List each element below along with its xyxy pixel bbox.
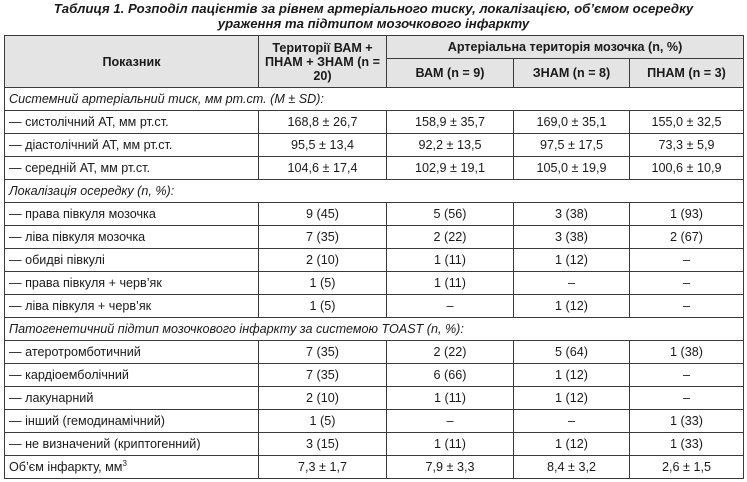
cell-znam: 105,0 ± 19,9 <box>514 157 630 180</box>
cell-total: 1 (5) <box>259 410 387 433</box>
row-label: — лакунарний <box>5 387 259 410</box>
cell-pnam: 155,0 ± 32,5 <box>630 111 744 134</box>
cell-vam: 92,2 ± 13,5 <box>387 134 514 157</box>
cell-pnam: – <box>630 272 744 295</box>
cell-total: 168,8 ± 26,7 <box>259 111 387 134</box>
table-row <box>5 111 744 134</box>
section-title: Патогенетичний підтип мозочкового інфаркту за системою TOAST (n, %): <box>5 318 744 341</box>
table-row <box>5 410 744 433</box>
table-caption <box>0 0 747 33</box>
cell-pnam: 73,3 ± 5,9 <box>630 134 744 157</box>
cell-total: 95,5 ± 13,4 <box>259 134 387 157</box>
cell-total: 3 (15) <box>259 433 387 456</box>
caption-line-1: Таблиця 1. Розподіл пацієнтів за рівнем артеріального тиску, локалізацією, об’ємом осередку <box>53 1 694 16</box>
header-vam: ВАМ (n = 9) <box>387 59 514 88</box>
table-row <box>5 433 744 456</box>
cell-znam: 8,4 ± 3,2 <box>514 456 630 479</box>
cell-znam: 1 (12) <box>514 295 630 318</box>
cell-vam: 1 (11) <box>387 249 514 272</box>
row-label: — права півкуля мозочка <box>5 203 259 226</box>
cell-total: 2 (10) <box>259 387 387 410</box>
cell-znam: 97,5 ± 17,5 <box>514 134 630 157</box>
table-row <box>5 295 744 318</box>
cell-znam: – <box>514 272 630 295</box>
cell-total: 1 (5) <box>259 295 387 318</box>
caption-line-2: ураження та підтипом мозочкового інфаркту <box>217 16 530 31</box>
row-label: — не визначений (криптогенний) <box>5 433 259 456</box>
cell-vam: 2 (22) <box>387 341 514 364</box>
table-body <box>5 88 744 479</box>
cell-total: 7,3 ± 1,7 <box>259 456 387 479</box>
cell-total: 7 (35) <box>259 341 387 364</box>
table-row <box>5 203 744 226</box>
volume-unit-superscript: 3 <box>122 458 127 468</box>
cell-vam: 158,9 ± 35,7 <box>387 111 514 134</box>
cell-pnam: 100,6 ± 10,9 <box>630 157 744 180</box>
cell-pnam: – <box>630 249 744 272</box>
volume-label: Об’єм інфаркту, мм <box>9 460 123 474</box>
row-label: — ліва півкуля + черв’як <box>5 295 259 318</box>
cell-pnam: 2,6 ± 1,5 <box>630 456 744 479</box>
cell-znam: – <box>514 410 630 433</box>
cell-pnam: – <box>630 295 744 318</box>
table-row <box>5 272 744 295</box>
cell-znam: 5 (64) <box>514 341 630 364</box>
cell-znam: 1 (12) <box>514 433 630 456</box>
cell-znam: 3 (38) <box>514 203 630 226</box>
header-indicator: Показник <box>5 36 259 88</box>
row-label: — обидві півкулі <box>5 249 259 272</box>
section-row <box>5 88 744 111</box>
cell-pnam: – <box>630 364 744 387</box>
cell-pnam: 1 (93) <box>630 203 744 226</box>
cell-vam: 1 (11) <box>387 433 514 456</box>
table-row <box>5 226 744 249</box>
row-label: — інший (гемодинамічний) <box>5 410 259 433</box>
table-row <box>5 157 744 180</box>
cell-total: 104,6 ± 17,4 <box>259 157 387 180</box>
cell-pnam: – <box>630 387 744 410</box>
cell-znam: 1 (12) <box>514 364 630 387</box>
section-title: Системний артеріальний тиск, мм рт.ст. (M ± SD): <box>5 88 744 111</box>
table-row <box>5 341 744 364</box>
section-title: Локалізація осередку (n, %): <box>5 180 744 203</box>
volume-row <box>5 456 744 479</box>
table-row <box>5 387 744 410</box>
cell-total: 9 (45) <box>259 203 387 226</box>
cell-znam: 3 (38) <box>514 226 630 249</box>
cell-pnam: 1 (38) <box>630 341 744 364</box>
row-label: — діастолічний АТ, мм рт.ст. <box>5 134 259 157</box>
row-label: — атеротромботичний <box>5 341 259 364</box>
cell-total: 2 (10) <box>259 249 387 272</box>
table-row <box>5 364 744 387</box>
cell-vam: 1 (11) <box>387 387 514 410</box>
cell-vam: 5 (56) <box>387 203 514 226</box>
header-arterial-group: Артеріальна територія мозочка (n, %) <box>387 36 744 59</box>
cell-vam: 6 (66) <box>387 364 514 387</box>
row-label: — ліва півкуля мозочка <box>5 226 259 249</box>
cell-vam: – <box>387 410 514 433</box>
header-znam: ЗНАМ (n = 8) <box>514 59 630 88</box>
row-label: — систолічний АТ, мм рт.ст. <box>5 111 259 134</box>
cell-vam: 7,9 ± 3,3 <box>387 456 514 479</box>
cell-znam: 1 (12) <box>514 249 630 272</box>
cell-vam: – <box>387 295 514 318</box>
cell-znam: 169,0 ± 35,1 <box>514 111 630 134</box>
table-row <box>5 249 744 272</box>
cell-pnam: 2 (67) <box>630 226 744 249</box>
cell-total: 7 (35) <box>259 226 387 249</box>
cell-pnam: 1 (33) <box>630 433 744 456</box>
section-row <box>5 180 744 203</box>
table-row <box>5 134 744 157</box>
cell-total: 1 (5) <box>259 272 387 295</box>
header-territories: Території ВАМ + ПНАМ + ЗНАМ (n = 20) <box>259 36 387 88</box>
data-table <box>4 35 744 479</box>
cell-znam: 1 (12) <box>514 387 630 410</box>
cell-vam: 102,9 ± 19,1 <box>387 157 514 180</box>
cell-vam: 1 (11) <box>387 272 514 295</box>
header-pnam: ПНАМ (n = 3) <box>630 59 744 88</box>
row-label: — кардіоемболічний <box>5 364 259 387</box>
row-label: — права півкуля + черв’як <box>5 272 259 295</box>
cell-pnam: 1 (33) <box>630 410 744 433</box>
cell-vam: 2 (22) <box>387 226 514 249</box>
section-row <box>5 318 744 341</box>
cell-total: 7 (35) <box>259 364 387 387</box>
row-label: — середній АТ, мм рт.ст. <box>5 157 259 180</box>
volume-label-cell <box>5 456 259 479</box>
